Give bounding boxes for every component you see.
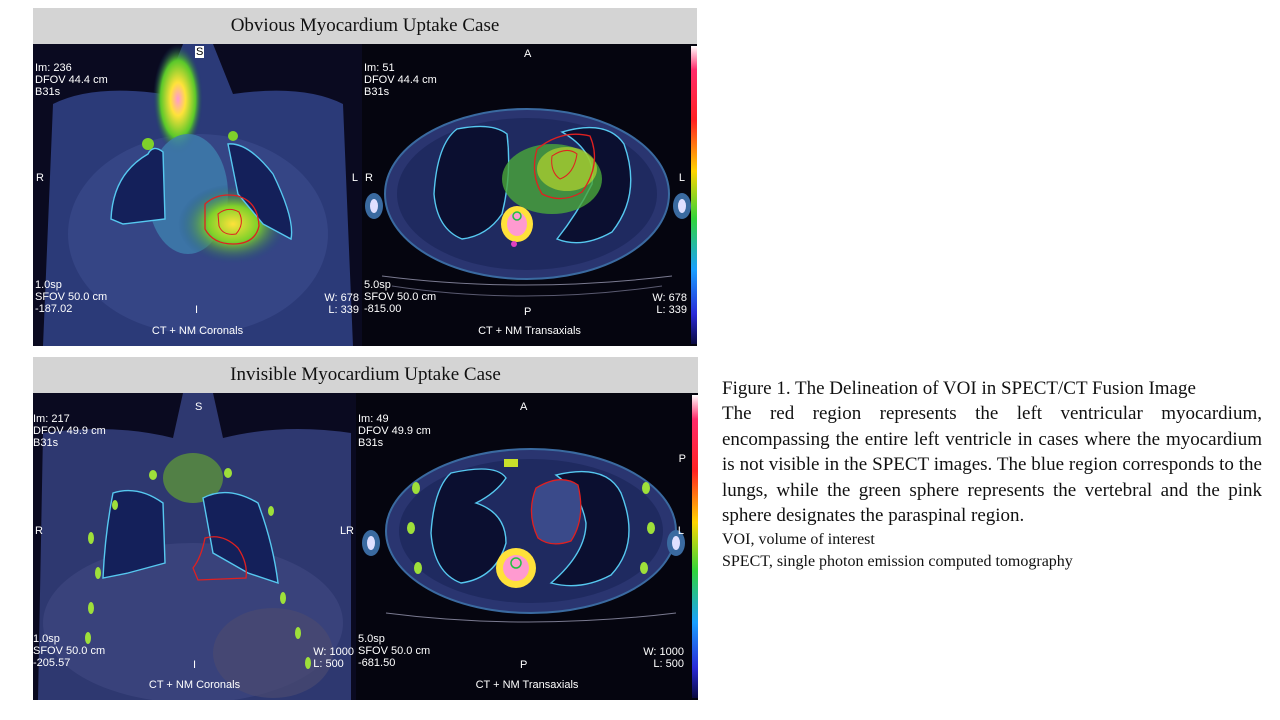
orientation-top: S [195,401,203,413]
coronal-window: W: 678 L: 339 [324,292,359,316]
transaxial-viewer[interactable] [356,393,698,700]
coronal-viewer[interactable] [33,393,356,700]
abbreviation-voi: VOI, volume of interest [722,530,875,548]
transaxial-viewer[interactable] [362,44,697,346]
viewer-caption: CT + NM Transaxials [478,325,581,337]
orientation-bottom: P [520,659,528,671]
orientation-bottom: P [524,306,532,318]
orientation-bottom: I [195,304,199,316]
transaxial-info-bottom: 5.0sp SFOV 50.0 cm -681.50 [358,633,431,669]
coronal-info-top: Im: 236 DFOV 44.4 cm B31s [35,62,108,98]
figure-caption [722,376,1262,573]
transaxial-window: W: 678 L: 339 [652,292,687,316]
color-scale-bar [692,395,698,698]
orientation-top: A [520,401,528,413]
viewer-caption: CT + NM Transaxials [475,679,579,691]
coronal-window: W: 1000 L: 500 [313,646,354,670]
coronal-info-bottom: 1.0sp SFOV 50.0 cm -187.02 [35,279,108,315]
orientation-right: LR [339,525,354,537]
orientation-right: L [678,172,685,184]
coronal-info-bottom: 1.0sp SFOV 50.0 cm -205.57 [33,633,106,669]
color-scale-bar [691,46,697,344]
coronal-info-top: Im: 217 DFOV 49.9 cm B31s [33,413,106,449]
figure-description: The red region represents the left ventricular myocardium, encompassing the entire left ventricle in cases where the myocardium is not visible in the SPECT images. The blue region corresponds to the lungs, while the green sphere represents the vertebral and the pink sphere designates the paraspinal region. [722,403,1262,527]
orientation-top: A [524,48,532,60]
orientation-left: R [35,525,43,537]
orientation-bottom: I [193,659,197,671]
viewer-caption: CT + NM Coronals [151,325,244,337]
orientation-top: S [196,46,204,58]
orientation-left: R [365,172,373,184]
viewer-caption: CT + NM Coronals [148,679,241,691]
transaxial-info-top: Im: 51 DFOV 44.4 cm B31s [364,62,437,98]
panel-title: Obvious Myocardium Uptake Case [33,8,697,44]
figure-title: Figure 1. The Delineation of VOI in SPECT/CT Fusion Image [722,378,1196,399]
coronal-viewer[interactable] [33,44,362,346]
transaxial-window: W: 1000 L: 500 [643,646,684,670]
orientation-right: L [351,172,358,184]
orientation-right: L [677,525,684,537]
panel-title: Invisible Myocardium Uptake Case [33,357,698,393]
transaxial-info-top: Im: 49 DFOV 49.9 cm B31s [358,413,431,449]
orientation-marker: P [678,453,686,465]
abbreviation-spect: SPECT, single photon emission computed tomography [722,552,1073,570]
transaxial-info-bottom: 5.0sp SFOV 50.0 cm -815.00 [364,279,437,315]
orientation-left: R [36,172,44,184]
